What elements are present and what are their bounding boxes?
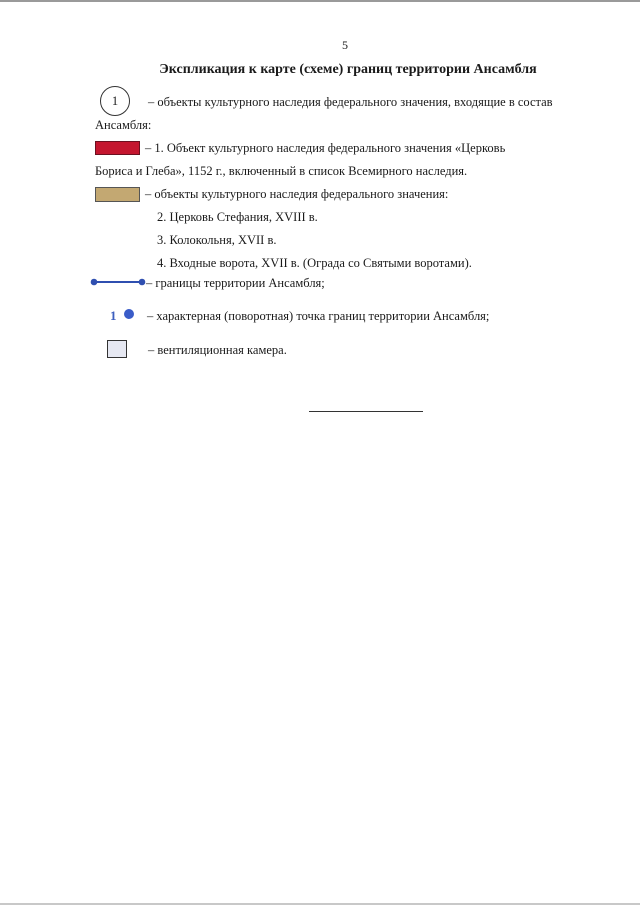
turning-point-dot-icon [124,309,134,319]
legend-turning-point: – характерная (поворотная) точка границ территории Ансамбля; [147,309,490,323]
numbered-circle-symbol [100,86,130,116]
list-item: 2. Церковь Стефания, XVIII в. [157,210,318,224]
ventilation-chamber-swatch [107,340,127,358]
legend-world-heritage-line1: – 1. Объект культурного наследия федерального значения «Церковь [145,141,506,155]
list-item: 4. Входные ворота, XVII в. (Ограда со Святыми воротами). [157,256,472,270]
legend-ensemble-objects-line1: – объекты культурного наследия федерального значения, входящие в состав [148,95,553,109]
list-item: 3. Колокольня, XVII в. [157,233,277,247]
legend-boundary: – границы территории Ансамбля; [146,276,325,290]
page-number: 5 [342,38,348,52]
federal-objects-swatch [95,187,140,202]
world-heritage-swatch [95,141,140,155]
scan-edge-top [0,0,640,2]
legend-ensemble-objects-line2: Ансамбля: [95,118,152,132]
numbered-circle-label: 1 [111,94,119,108]
boundary-line-symbol [90,277,146,287]
turning-point-number: 1 [110,308,117,323]
legend-world-heritage-line2: Бориса и Глеба», 1152 г., включенный в список Всемирного наследия. [95,164,468,178]
page-title: Экспликация к карте (схеме) границ территории Ансамбля [159,62,537,77]
closing-divider [309,411,423,412]
legend-ventilation: – вентиляционная камера. [148,343,287,357]
legend-federal-objects-line1: – объекты культурного наследия федерального значения: [145,187,449,201]
